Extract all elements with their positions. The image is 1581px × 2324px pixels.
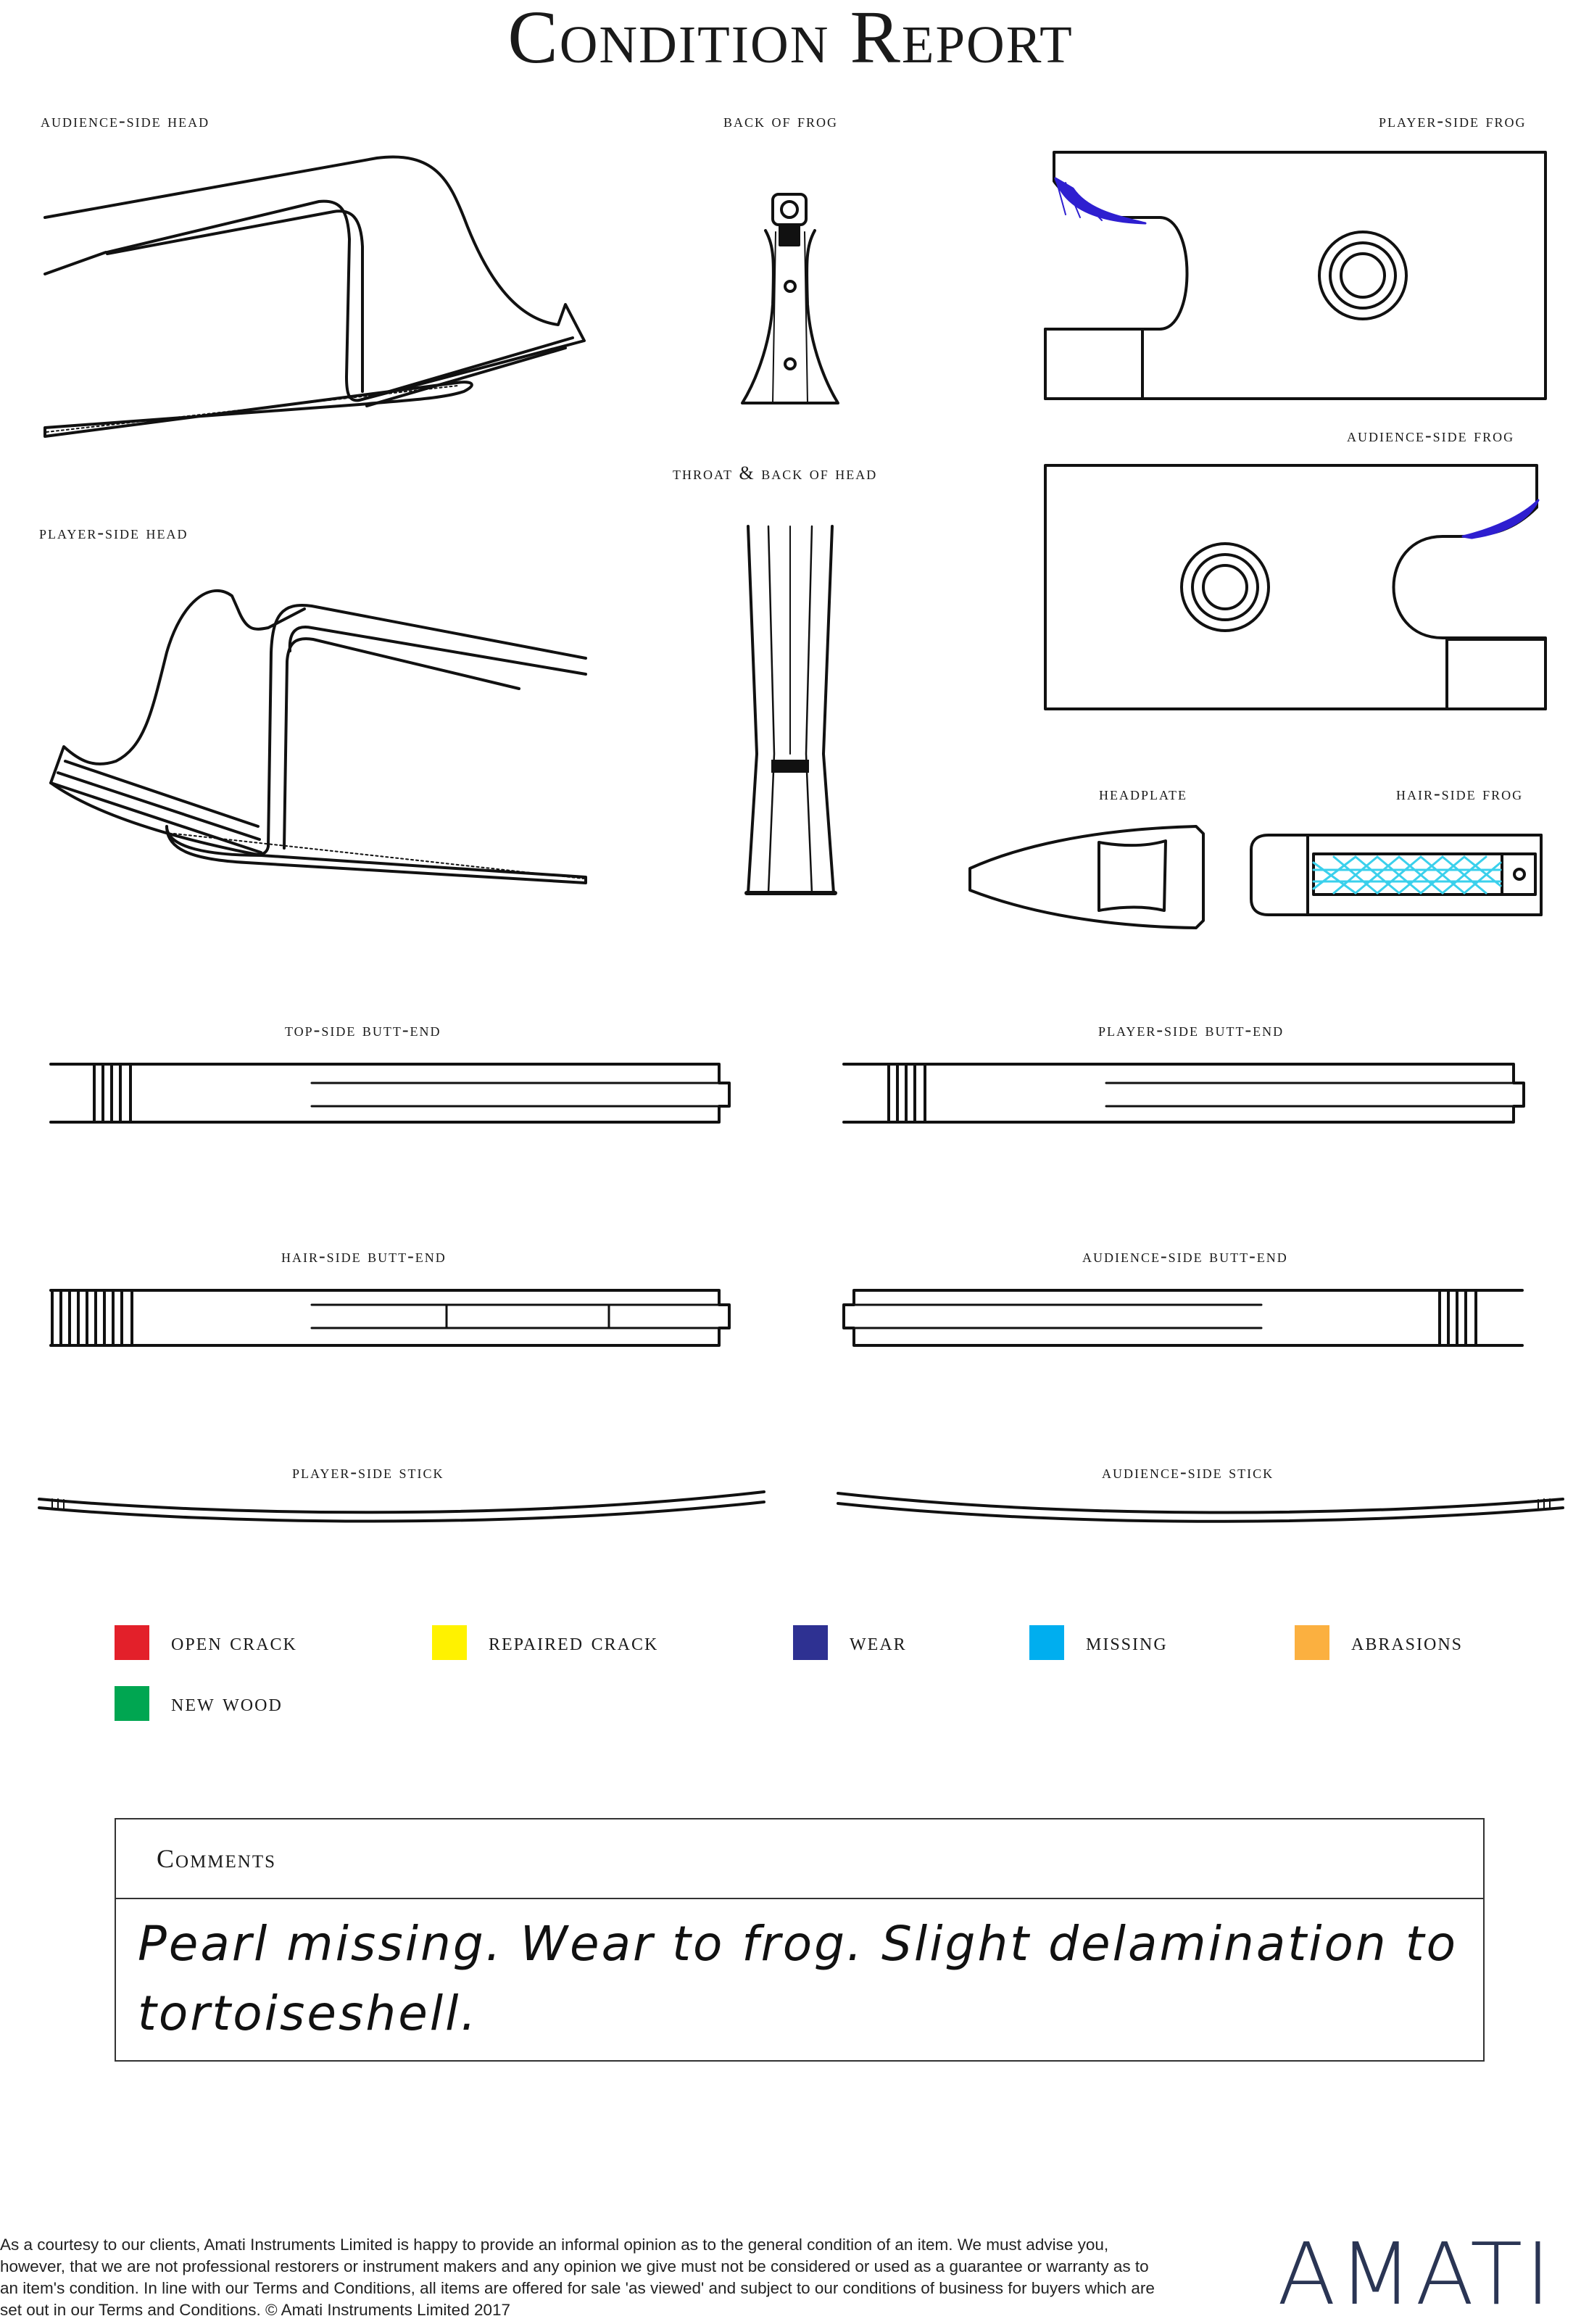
audience-side-frog-diagram [1045,465,1545,709]
label-player-side-frog: player-side frog [1379,110,1527,131]
legend-label: wear [850,1629,907,1656]
audience-side-butt-end-diagram [844,1290,1522,1345]
legend-swatch [432,1625,467,1660]
legend-swatch [115,1625,149,1660]
label-audience-side-head: audience-side head [41,110,210,131]
audience-side-head-diagram [45,157,584,436]
player-side-frog-diagram [1045,152,1545,399]
legend-swatch [1295,1625,1329,1660]
page-title: Condition Report [507,0,1074,79]
label-player-side-butt-end: player-side butt-end [1098,1019,1285,1040]
label-audience-side-butt-end: audience-side butt-end [1082,1245,1288,1266]
footer-disclaimer: As a courtesy to our clients, Amati Instruments Limited is happy to provide an informal opinion as to the general condition of an item. We must advise you, however, that we are not professional restorers or instrument makers and any opinion we give must not be considered or used as a guarantee or warranty as to an item's condition. In line with our Terms and Conditions, all items are offered for sale 'as viewed' and subject to our conditions of business for buyers which are set out in our Terms and Conditions. © Amati Instruments Limited 2017 [0,2236,1155,2319]
hair-side-frog-diagram [1251,835,1541,915]
comments-heading: Comments [116,1819,1483,1899]
legend-label: repaired crack [489,1629,659,1656]
legend-label: open crack [171,1629,297,1656]
legend-item-repaired-crack [432,1625,658,1660]
label-top-side-butt-end: top-side butt-end [285,1019,441,1040]
legend-item-abrasions [1295,1625,1463,1660]
legend-swatch [793,1625,828,1660]
label-player-side-stick: player-side stick [292,1461,444,1482]
missing-mark-hair-frog [1314,857,1501,893]
legend-item-new-wood [115,1686,283,1721]
comments-box [115,1818,1485,2062]
hair-side-butt-end-diagram [51,1290,729,1345]
legend-label: new wood [171,1690,283,1717]
legend-swatch [1029,1625,1064,1660]
label-back-of-frog: back of frog [723,110,839,131]
label-player-side-head: player-side head [39,522,188,543]
label-hair-side-frog: hair-side frog [1396,783,1524,804]
label-audience-side-frog: audience-side frog [1347,425,1515,446]
amati-logo: AMATI [1277,2224,1553,2324]
label-hair-side-butt-end: hair-side butt-end [281,1245,447,1266]
throat-back-of-head-diagram [747,526,835,893]
player-side-head-diagram [51,591,586,883]
player-side-stick-diagram [39,1492,764,1522]
legend-label: missing [1086,1629,1168,1656]
legend-label: abrasions [1351,1629,1464,1656]
audience-side-stick-diagram [838,1493,1563,1522]
legend-item-open-crack [115,1625,297,1660]
legend-swatch [115,1686,149,1721]
comments-text[interactable]: Pearl missing. Wear to frog. Slight delamination to tortoiseshell. [138,1916,1458,2041]
legend-item-missing [1029,1625,1168,1660]
label-audience-side-stick: audience-side stick [1102,1461,1274,1482]
player-side-butt-end-diagram [844,1064,1524,1122]
top-side-butt-end-diagram [51,1064,729,1122]
back-of-frog-diagram [742,194,838,403]
legend-item-wear [793,1625,907,1660]
headplate-diagram [970,826,1203,928]
label-throat-back-of-head: throat & back of head [673,462,878,484]
label-headplate: headplate [1099,783,1187,804]
